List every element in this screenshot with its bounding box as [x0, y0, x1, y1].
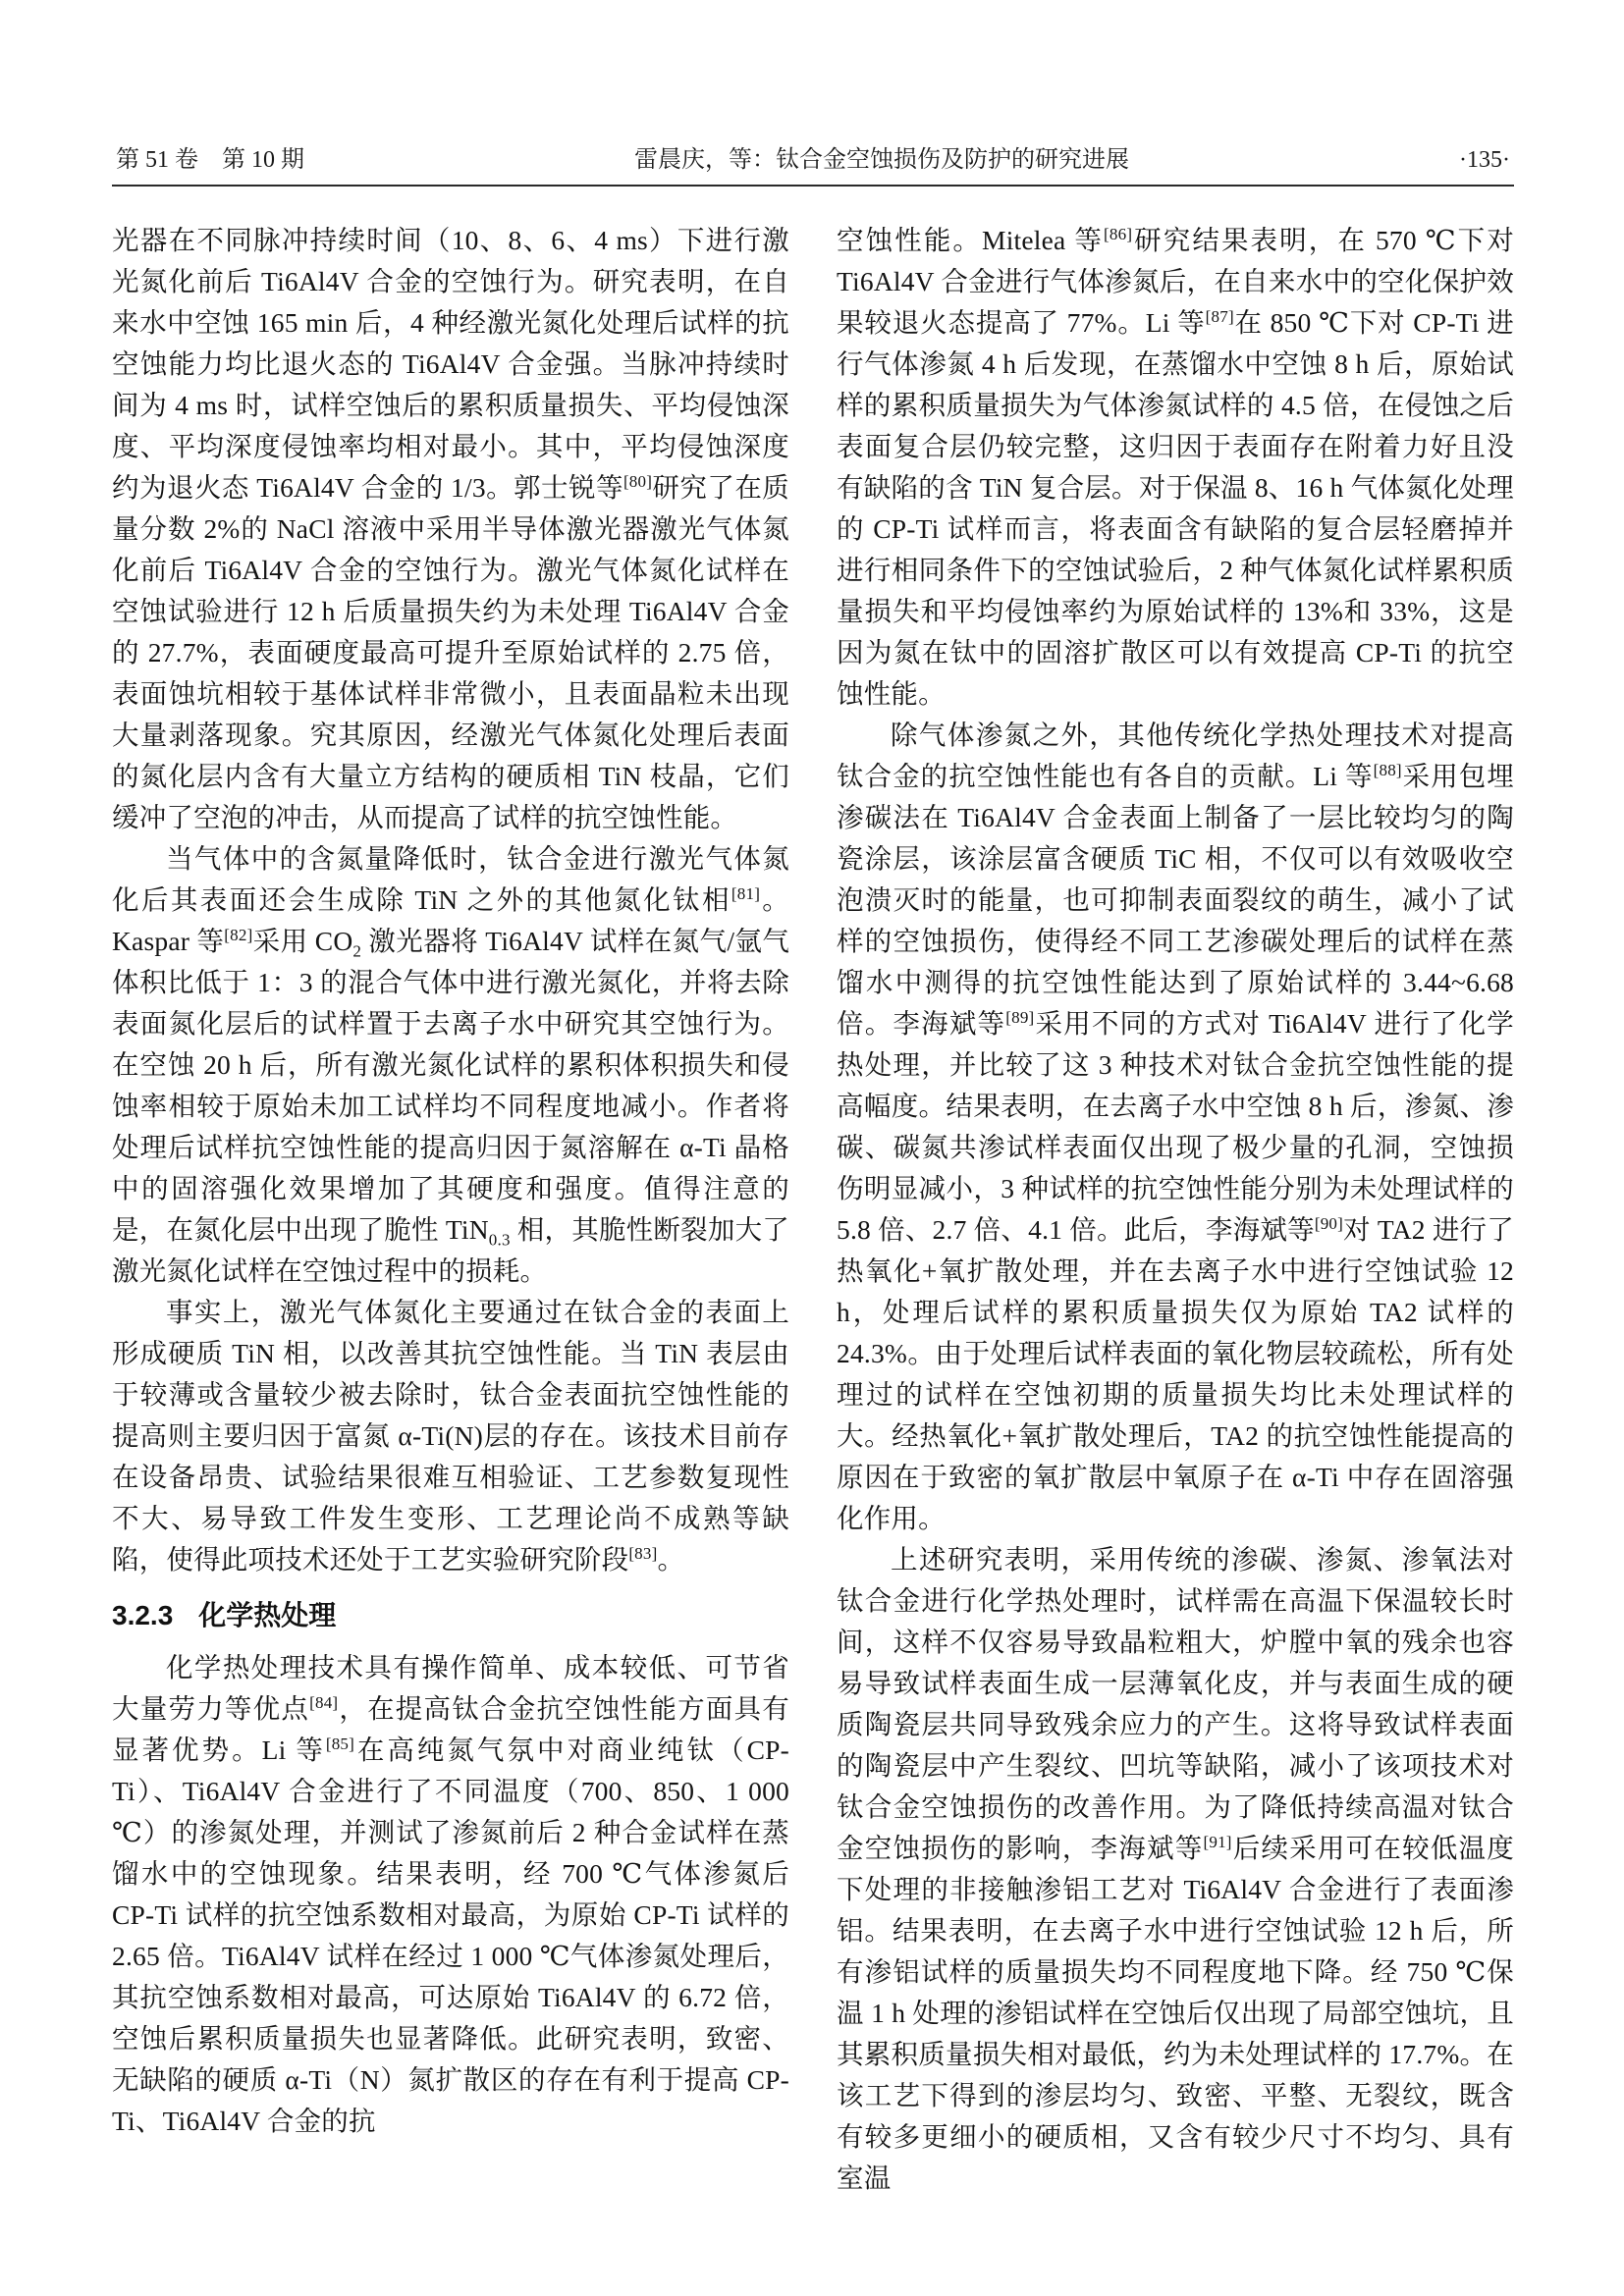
- running-title: 雷晨庆，等：钛合金空蚀损伤及防护的研究进展: [634, 147, 1129, 173]
- paragraph: 光器在不同脉冲持续时间（10、8、6、4 ms）下进行激光氮化前后 Ti6Al4V 合金的空蚀行为。研究表明，在自来水中空蚀 165 min 后，4 种经激光氮化处理后试样的抗空蚀能力均比退火态的 Ti6Al4V 合金强。当脉冲持续时间为 4 ms 时，试样空蚀后的累积质量损失、平均侵蚀深度、平均深度侵蚀率均相对最小。其中，平均侵蚀深度约为退火态 Ti6Al4V 合金的 1/3。郭士锐等[80]研究了在质量分数 2%的 NaCl 溶液中采用半导体激光器激光气体氮化前后 Ti6Al4V 合金的空蚀行为。激光气体氮化试样在空蚀试验进行 12 h 后质量损失约为未处理 Ti6Al4V 合金的 27.7%，表面硬度最高可提升至原始试样的 2.75 倍，表面蚀坑相较于基体试样非常微小，且表面晶粒未出现大量剥落现象。究其原因，经激光气体氮化处理后表面的氮化层内含有大量立方结构的硬质相 TiN 枝晶，它们缓冲了空泡的冲击，从而提高了试样的抗空蚀性能。: [112, 225, 789, 832]
- paragraph: 上述研究表明，采用传统的渗碳、渗氮、渗氧法对钛合金进行化学热处理时，试样需在高温下保温较长时间，这样不仅容易导致晶粒粗大，炉膛中氧的残余也容易导致试样表面生成一层薄氧化皮，并与表面生成的硬质陶瓷层共同导致残余应力的产生。这将导致试样表面的陶瓷层中产生裂纹、凹坑等缺陷，减小了该项技术对钛合金空蚀损伤的改善作用。为了降低持续高温对钛合金空蚀损伤的影响，李海斌等[91]后续采用可在较低温度下处理的非接触渗铝工艺对 Ti6Al4V 合金进行了表面渗铝。结果表明，在去离子水中进行空蚀试验 12 h 后，所有渗铝试样的质量损失均不同程度地下降。经 750 ℃保温 1 h 处理的渗铝试样在空蚀后仅出现了局部空蚀坑，且其累积质量损失相对最低，约为未处理试样的 17.7%。在该工艺下得到的渗层均匀、致密、平整、无裂纹，既含有较多更细小的硬质相，又含有较少尺寸不均匀、具有室温: [837, 1544, 1514, 2193]
- article-body: [112, 220, 1514, 2199]
- paragraph: 事实上，激光气体氮化主要通过在钛合金的表面上形成硬质 TiN 相，以改善其抗空蚀性能。当 TiN 表层由于较薄或含量较少被去除时，钛合金表面抗空蚀性能的提高则主要归因于富氮 α-Ti(N)层的存在。该技术目前存在设备昂贵、试验结果很难互相验证、工艺参数复现性不大、易导致工件发生变形、工艺理论尚不成熟等缺陷，使得此项技术还处于工艺实验研究阶段[83]。: [112, 1297, 789, 1575]
- page-number: ·135·: [1459, 147, 1510, 173]
- right-column: [837, 220, 1514, 2199]
- paragraph: 除气体渗氮之外，其他传统化学热处理技术对提高钛合金的抗空蚀性能也有各自的贡献。Li 等[88]采用包埋渗碳法在 Ti6Al4V 合金表面上制备了一层比较均匀的陶瓷涂层，该涂层富含硬质 TiC 相，不仅可以有效吸收空泡溃灭时的能量，也可抑制表面裂纹的萌生，减小了试样的空蚀损伤，使得经不同工艺渗碳处理后的试样在蒸馏水中测得的抗空蚀性能达到了原始试样的 3.44~6.68 倍。李海斌等[89]采用不同的方式对 Ti6Al4V 进行了化学热处理，并比较了这 3 种技术对钛合金抗空蚀性能的提高幅度。结果表明，在去离子水中空蚀 8 h 后，渗氮、渗碳、碳氮共渗试样表面仅出现了极少量的孔洞，空蚀损伤明显减小，3 种试样的抗空蚀性能分别为未处理试样的 5.8 倍、2.7 倍、4.1 倍。此后，李海斌等[90]对 TA2 进行了热氧化+氧扩散处理，并在去离子水中进行空蚀试验 12 h，处理后试样的累积质量损失仅为原始 TA2 试样的 24.3%。由于处理后试样表面的氧化物层较疏松，所有处理过的试样在空蚀初期的质量损失均比未处理试样的大。经热氧化+氧扩散处理后，TA2 的抗空蚀性能提高的原因在于致密的氧扩散层中氧原子在 α-Ti 中存在固溶强化作用。: [837, 720, 1515, 1533]
- page-header: [112, 145, 1514, 185]
- paragraph: 当气体中的含氮量降低时，钛合金进行激光气体氮化后其表面还会生成除 TiN 之外的其他氮化钛相[81]。Kaspar 等[82]采用 $CO_2$ 激光器将 Ti6Al4V 试样在氮气/氩气体积比低于 1：3 的混合气体中进行激光氮化，并将去除表面氮化层后的试样置于去离子水中研究其空蚀行为。在空蚀 20 h 后，所有激光氮化试样的累积体积损失和侵蚀率相较于原始未加工试样均不同程度地减小。作者将处理后试样抗空蚀性能的提高归因于氮溶解在 α-Ti 晶格中的固溶强化效果增加了其硬度和强度。值得注意的是，在氮化层中出现了脆性 TiN$_{0.3}$ 相，其脆性断裂加大了激光氮化试样在空蚀过程中的损耗。: [112, 843, 790, 1286]
- section-number: 3.2.3: [112, 1600, 174, 1630]
- section-title: 化学热处理: [198, 1600, 337, 1630]
- left-column: [112, 220, 789, 2199]
- section-heading: [112, 1596, 789, 1635]
- paragraph: 空蚀性能。Mitelea 等[86]研究结果表明，在 570 ℃下对 Ti6Al4V 合金进行气体渗氮后，在自来水中的空化保护效果较退火态提高了 77%。Li 等[87]在 850 ℃下对 CP-Ti 进行气体渗氮 4 h 后发现，在蒸馏水中空蚀 8 h 后，原始试样的累积质量损失为气体渗氮试样的 4.5 倍，在侵蚀之后表面复合层仍较完整，这归因于表面存在附着力好且没有缺陷的含 TiN 复合层。对于保温 8、16 h 气体氮化处理的 CP-Ti 试样而言，将表面含有缺陷的复合层轻磨掉并进行相同条件下的空蚀试验后，2 种气体氮化试样累积质量损失和平均侵蚀率约为原始试样的 13%和 33%，这是因为氮在钛中的固溶扩散区可以有效提高 CP-Ti 的抗空蚀性能。: [837, 224, 1514, 709]
- header-rule: [112, 185, 1514, 187]
- paragraph: 化学热处理技术具有操作简单、成本较低、可节省大量劳力等优点[84]，在提高钛合金抗空蚀性能方面具有显著优势。Li 等[85]在高纯氮气氛中对商业纯钛（CP-Ti）、Ti6Al4V 合金进行了不同温度（700、850、1 000 ℃）的渗氮处理，并测试了渗氮前后 2 种合金试样在蒸馏水中的空蚀现象。结果表明，经 700 ℃气体渗氮后 CP-Ti 试样的抗空蚀系数相对最高，为原始 CP-Ti 试样的 2.65 倍。Ti6Al4V 试样在经过 1 000 ℃气体渗氮处理后，其抗空蚀系数相对最高，可达原始 Ti6Al4V 的 6.72 倍，空蚀后累积质量损失也显著降低。此研究表明，致密、无缺陷的硬质 α-Ti（N）氮扩散区的存在有利于提高 CP-Ti、Ti6Al4V 合金的抗: [112, 1652, 790, 2136]
- volume-issue: 第 51 卷 第 10 期: [116, 147, 304, 173]
